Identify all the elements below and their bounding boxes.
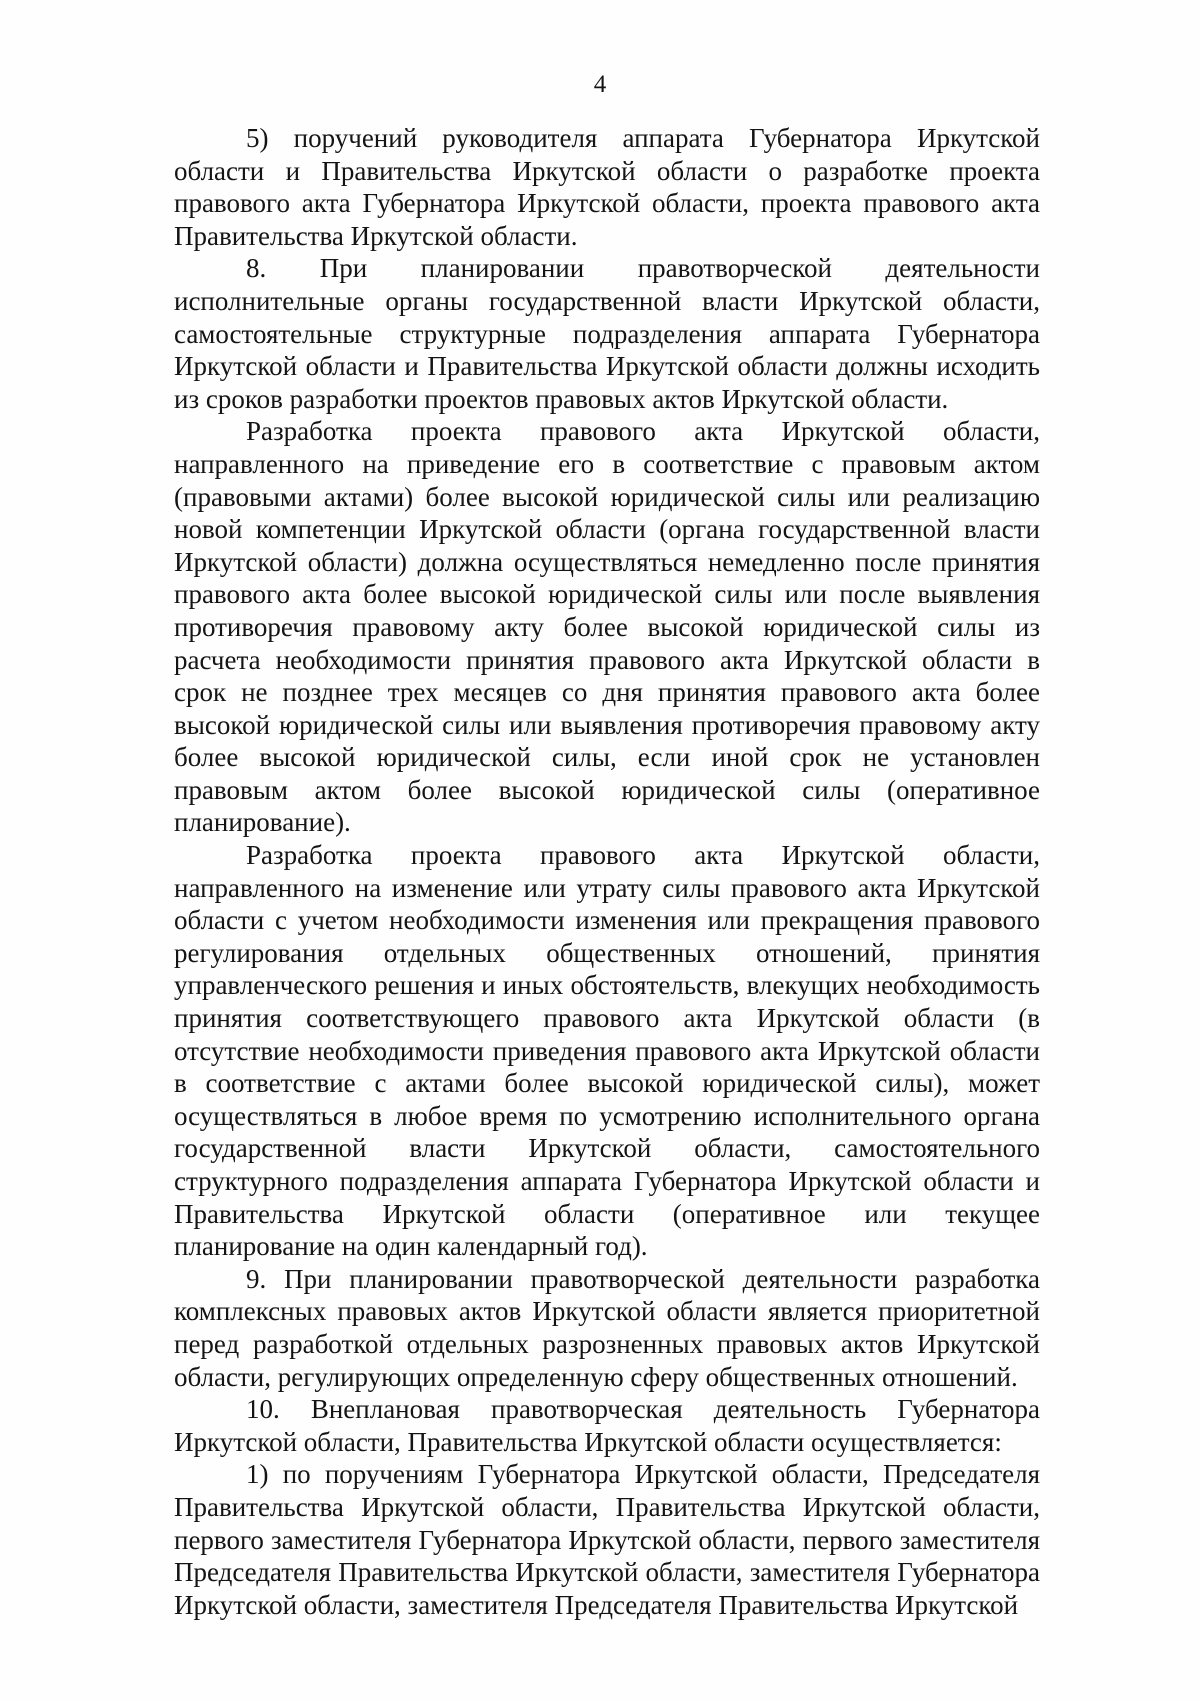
- page-number: 4: [593, 71, 607, 98]
- paragraph-10: 10. Внеплановая правотворческая деятельность Губернатора Иркутской области, Правительства Иркутской области осуществляется:: [174, 1394, 1040, 1457]
- paragraph-operative-planning: Разработка проекта правового акта Иркутской области, направленного на приведение его в соответствие с правовым актом (правовыми актами) более высокой юридической силы или реализацию новой компетенции Иркутской области (органа государственной власти Иркутской области) должна осуществляться немедленно после принятия правового акта более высокой юридической силы или после выявления противоречия правовому акту более высокой юридической силы из расчета необходимости принятия правового акта Иркутской области в срок не позднее трех месяцев со дня принятия правового акта более высокой юридической силы или выявления противоречия правовому акту более высокой юридической силы, если иной срок не установлен правовым актом более высокой юридической силы (оперативное планирование).: [174, 416, 1040, 838]
- document-body: [174, 122, 1040, 1621]
- paragraph-5-item: 5) поручений руководителя аппарата Губернатора Иркутской области и Правительства Иркутской области о разработке проекта правового акта Губернатора Иркутской области, проекта правового акта Правительства Иркутской области.: [174, 123, 1040, 251]
- paragraph-8: 8. При планировании правотворческой деятельности исполнительные органы государственной власти Иркутской области, самостоятельные структурные подразделения аппарата Губернатора Иркутской области и Правительства Иркутской области должны исходить из сроков разработки проектов правовых актов Иркутской области.: [174, 253, 1040, 414]
- paragraph-10-item-1: 1) по поручениям Губернатора Иркутской области, Председателя Правительства Иркутской области, Правительства Иркутской области, первого заместителя Губернатора Иркутской области, первого заместителя Председателя Правительства Иркутской области, заместителя Губернатора Иркутской области, заместителя Председателя Правительства Иркутской: [174, 1459, 1040, 1620]
- paragraph-current-planning: Разработка проекта правового акта Иркутской области, направленного на изменение или утрату силы правового акта Иркутской области с учетом необходимости изменения или прекращения правового регулирования отдельных общественных отношений, принятия управленческого решения и иных обстоятельств, влекущих необходимость принятия соответствующего правового акта Иркутской области (в отсутствие необходимости приведения правового акта Иркутской области в соответствие с актами более высокой юридической силы), может осуществляться в любое время по усмотрению исполнительного органа государственной власти Иркутской области, самостоятельного структурного подразделения аппарата Губернатора Иркутской области и Правительства Иркутской области (оперативное или текущее планирование на один календарный год).: [174, 840, 1040, 1262]
- paragraph-9: 9. При планировании правотворческой деятельности разработка комплексных правовых актов Иркутской области является приоритетной перед разработкой отдельных разрозненных правовых актов Иркутской области, регулирующих определенную сферу общественных отношений.: [174, 1263, 1040, 1392]
